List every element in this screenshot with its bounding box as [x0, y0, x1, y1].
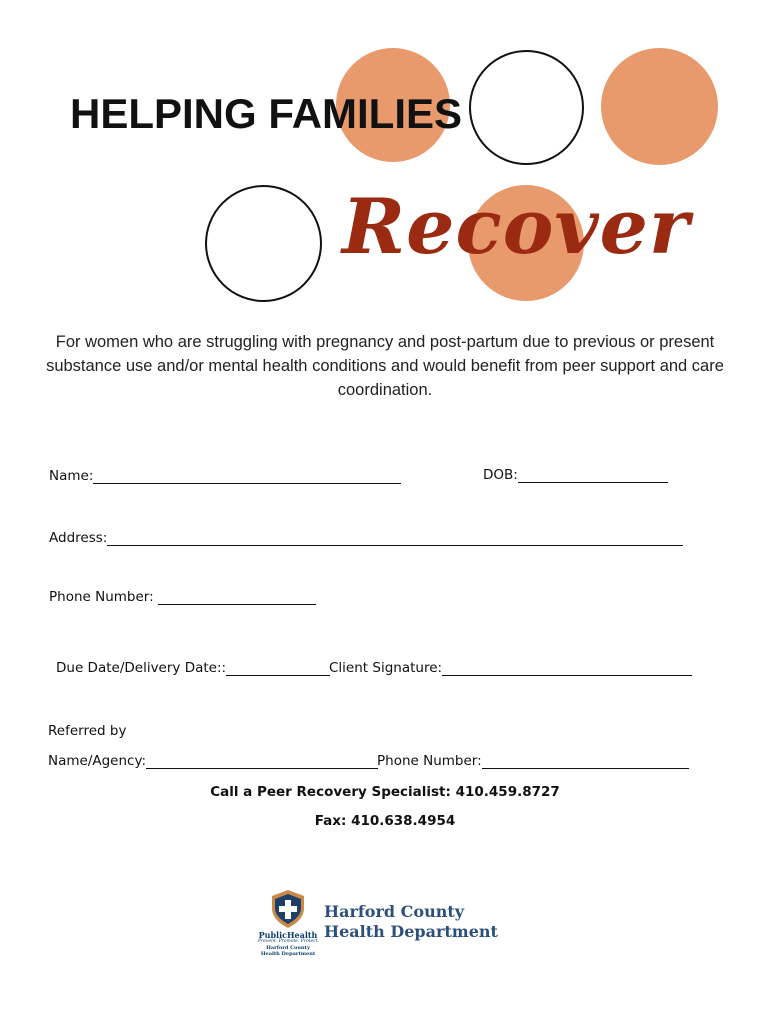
referred-by-label: Referred by	[48, 723, 127, 739]
referrer-phone-input-line[interactable]	[482, 754, 689, 769]
public-health-sub	[258, 945, 318, 957]
dob-field	[483, 467, 668, 483]
brand-word: Recover	[342, 182, 691, 271]
organization-name	[324, 902, 498, 942]
signature-input-line[interactable]	[442, 661, 692, 676]
outline-circle-top	[469, 50, 584, 165]
phone-label: Phone Number:	[49, 589, 154, 605]
health-department-logo	[258, 888, 508, 960]
due-date-label: Due Date/Delivery Date::	[56, 660, 227, 676]
referrer-name-field	[48, 753, 378, 769]
due-date-input-line[interactable]	[226, 661, 330, 676]
dob-input-line[interactable]	[518, 468, 668, 483]
name-label: Name:	[49, 468, 94, 484]
address-field	[49, 530, 683, 546]
due-date-field	[56, 660, 330, 676]
phone-input-line[interactable]	[158, 590, 316, 605]
phone-field	[49, 589, 316, 605]
organization-name-line1: Harford County	[324, 902, 465, 921]
orange-circle-top-right	[601, 48, 718, 165]
referrer-name-input-line[interactable]	[146, 754, 378, 769]
call-specialist-text: Call a Peer Recovery Specialist: 410.459.8727	[210, 784, 560, 800]
signature-label: Client Signature:	[329, 660, 443, 676]
public-health-sub-line2: Health Department	[260, 951, 316, 957]
page-title: HELPING FAMILIES	[70, 90, 463, 137]
dob-label: DOB:	[483, 467, 518, 483]
public-health-text: PublicHealth	[258, 930, 318, 940]
address-label: Address:	[49, 530, 108, 546]
referrer-name-label: Name/Agency:	[48, 753, 147, 769]
address-input-line[interactable]	[107, 531, 683, 546]
fax-text: Fax: 410.638.4954	[314, 813, 456, 829]
outline-circle-left	[205, 185, 322, 302]
public-health-logo	[258, 888, 318, 960]
organization-name-line2: Health Department	[324, 922, 498, 941]
referrer-phone-field	[377, 753, 689, 769]
public-health-sub-line1: Harford County	[266, 945, 310, 951]
public-health-tagline: Prevent. Promote. Protect.	[258, 939, 319, 944]
signature-field	[329, 660, 692, 676]
referrer-phone-label: Phone Number:	[377, 753, 482, 769]
intro-text: For women who are struggling with pregnancy and post-partum due to previous or present substance use and/or mental health conditions and would benefit from peer support and care coordination.	[46, 333, 724, 399]
name-field	[49, 468, 401, 484]
shield-cross-icon	[258, 888, 318, 930]
name-input-line[interactable]	[93, 469, 401, 484]
